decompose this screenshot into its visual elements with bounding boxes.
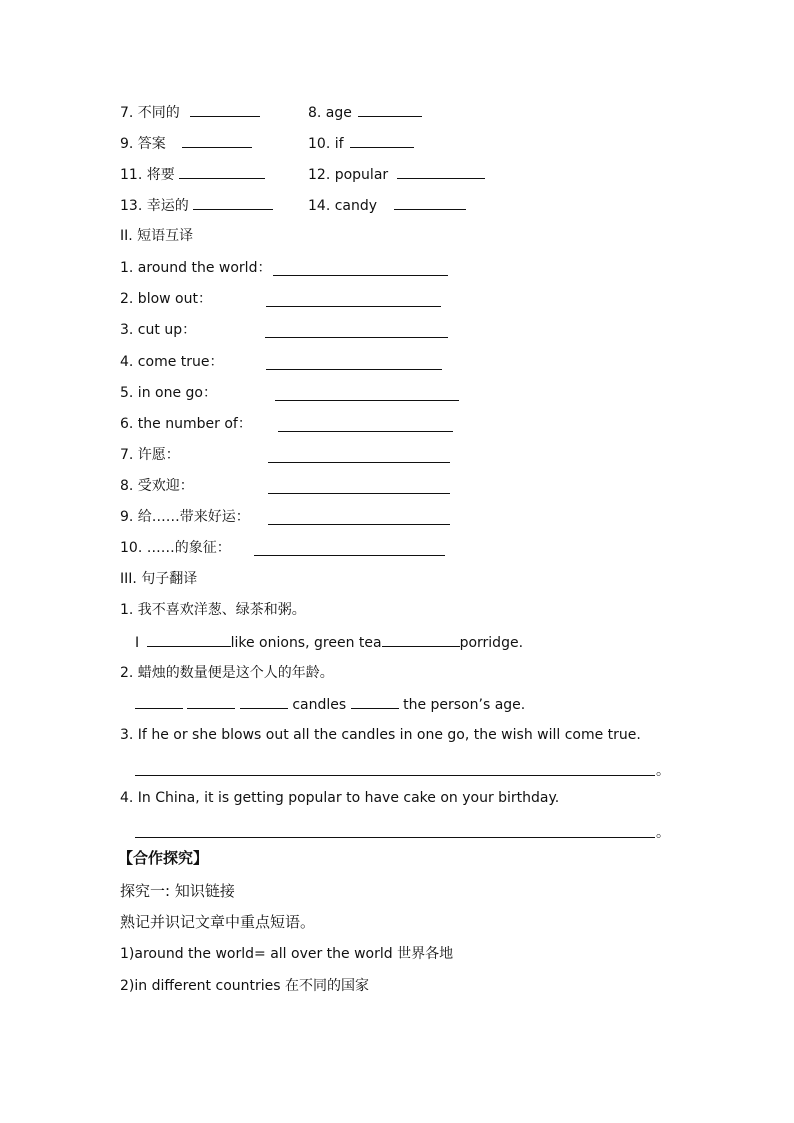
answer-blank[interactable]: [187, 694, 235, 709]
answer-blank[interactable]: [268, 524, 450, 525]
answer-blank[interactable]: [266, 306, 441, 307]
phrase-note-1: 1)around the world= all over the world 世界各地: [120, 946, 454, 962]
phrase-item: 9. 给……带来好运：: [120, 509, 250, 525]
sentence-2-prompt: 2. 蜡烛的数量便是这个人的年龄。: [120, 665, 334, 681]
phrase-item: 3. cut up：: [120, 322, 197, 338]
answer-blank[interactable]: [254, 555, 445, 556]
vocab-label: 9. 答案: [120, 136, 166, 152]
answer-blank[interactable]: [193, 195, 273, 210]
answer-blank[interactable]: [266, 369, 442, 370]
answer-blank[interactable]: [268, 462, 450, 463]
vocab-label: 11. 将要: [120, 167, 175, 183]
answer-blank[interactable]: [135, 694, 183, 709]
vocab-item-8: [308, 102, 422, 122]
period-mark: 。: [656, 763, 670, 779]
sentence-text: candles: [292, 697, 347, 713]
section-heading-explore: 【合作探究】: [118, 849, 209, 867]
phrase-note-2: 2)in different countries 在不同的国家: [120, 978, 369, 994]
answer-blank[interactable]: [182, 133, 252, 148]
period-mark: 。: [656, 825, 670, 841]
answer-blank[interactable]: [265, 337, 448, 338]
sentence-1-prompt: 1. 我不喜欢洋葱、绿茶和粥。: [120, 602, 306, 618]
sentence-3-prompt: 3. If he or she blows out all the candles in one go, the wish will come true.: [120, 727, 641, 743]
answer-blank[interactable]: [278, 431, 453, 432]
vocab-item-7: [120, 102, 260, 122]
vocab-item-12: [308, 164, 485, 184]
answer-blank[interactable]: [240, 694, 288, 709]
answer-line[interactable]: [135, 837, 655, 838]
vocab-item-14: [308, 195, 466, 215]
answer-blank[interactable]: [382, 632, 460, 647]
answer-blank[interactable]: [147, 632, 231, 647]
answer-blank[interactable]: [273, 275, 448, 276]
answer-blank[interactable]: [275, 400, 459, 401]
sentence-4-prompt: 4. In China, it is getting popular to have cake on your birthday.: [120, 790, 560, 806]
section-title-translation: III. 句子翻译: [120, 571, 198, 587]
vocab-item-11: [120, 164, 265, 184]
vocab-item-10: [308, 133, 414, 153]
vocab-item-13: [120, 195, 273, 215]
phrase-item: 10. ……的象征：: [120, 540, 231, 556]
vocab-label: 13. 幸运的: [120, 198, 189, 214]
phrase-item: 1. around the world：: [120, 260, 272, 276]
answer-blank[interactable]: [351, 694, 399, 709]
phrase-item: 6. the number of：: [120, 416, 252, 432]
answer-blank[interactable]: [190, 102, 260, 117]
vocab-label: 7. 不同的: [120, 105, 180, 121]
vocab-item-9: [120, 133, 252, 153]
sentence-2-answer: [135, 694, 525, 714]
phrase-item: 4. come true：: [120, 354, 224, 370]
vocab-label: 12. popular: [308, 167, 389, 183]
vocab-label: 14. candy: [308, 198, 378, 214]
sentence-text: like onions, green tea: [230, 635, 382, 651]
phrase-item: 8. 受欢迎：: [120, 478, 194, 494]
phrase-item: 5. in one go：: [120, 385, 217, 401]
answer-blank[interactable]: [350, 133, 414, 148]
answer-line[interactable]: [135, 775, 655, 776]
phrase-item: 2. blow out：: [120, 291, 212, 307]
vocab-label: 8. age: [308, 105, 352, 121]
sentence-1-answer: [135, 632, 523, 652]
vocab-label: 10. if: [308, 136, 344, 152]
sentence-text: I: [135, 635, 140, 651]
phrase-item: 7. 许愿：: [120, 447, 180, 463]
sentence-text: the person’s age.: [403, 697, 526, 713]
answer-blank[interactable]: [268, 493, 450, 494]
answer-blank[interactable]: [358, 102, 422, 117]
section-title-phrases: II. 短语互译: [120, 228, 194, 244]
answer-blank[interactable]: [179, 164, 265, 179]
explore-subtitle: 探究一: 知识链接: [120, 882, 235, 900]
answer-blank[interactable]: [397, 164, 485, 179]
sentence-text: porridge.: [459, 635, 524, 651]
answer-blank[interactable]: [394, 195, 466, 210]
explore-instruction: 熟记并识记文章中重点短语。: [120, 913, 316, 931]
